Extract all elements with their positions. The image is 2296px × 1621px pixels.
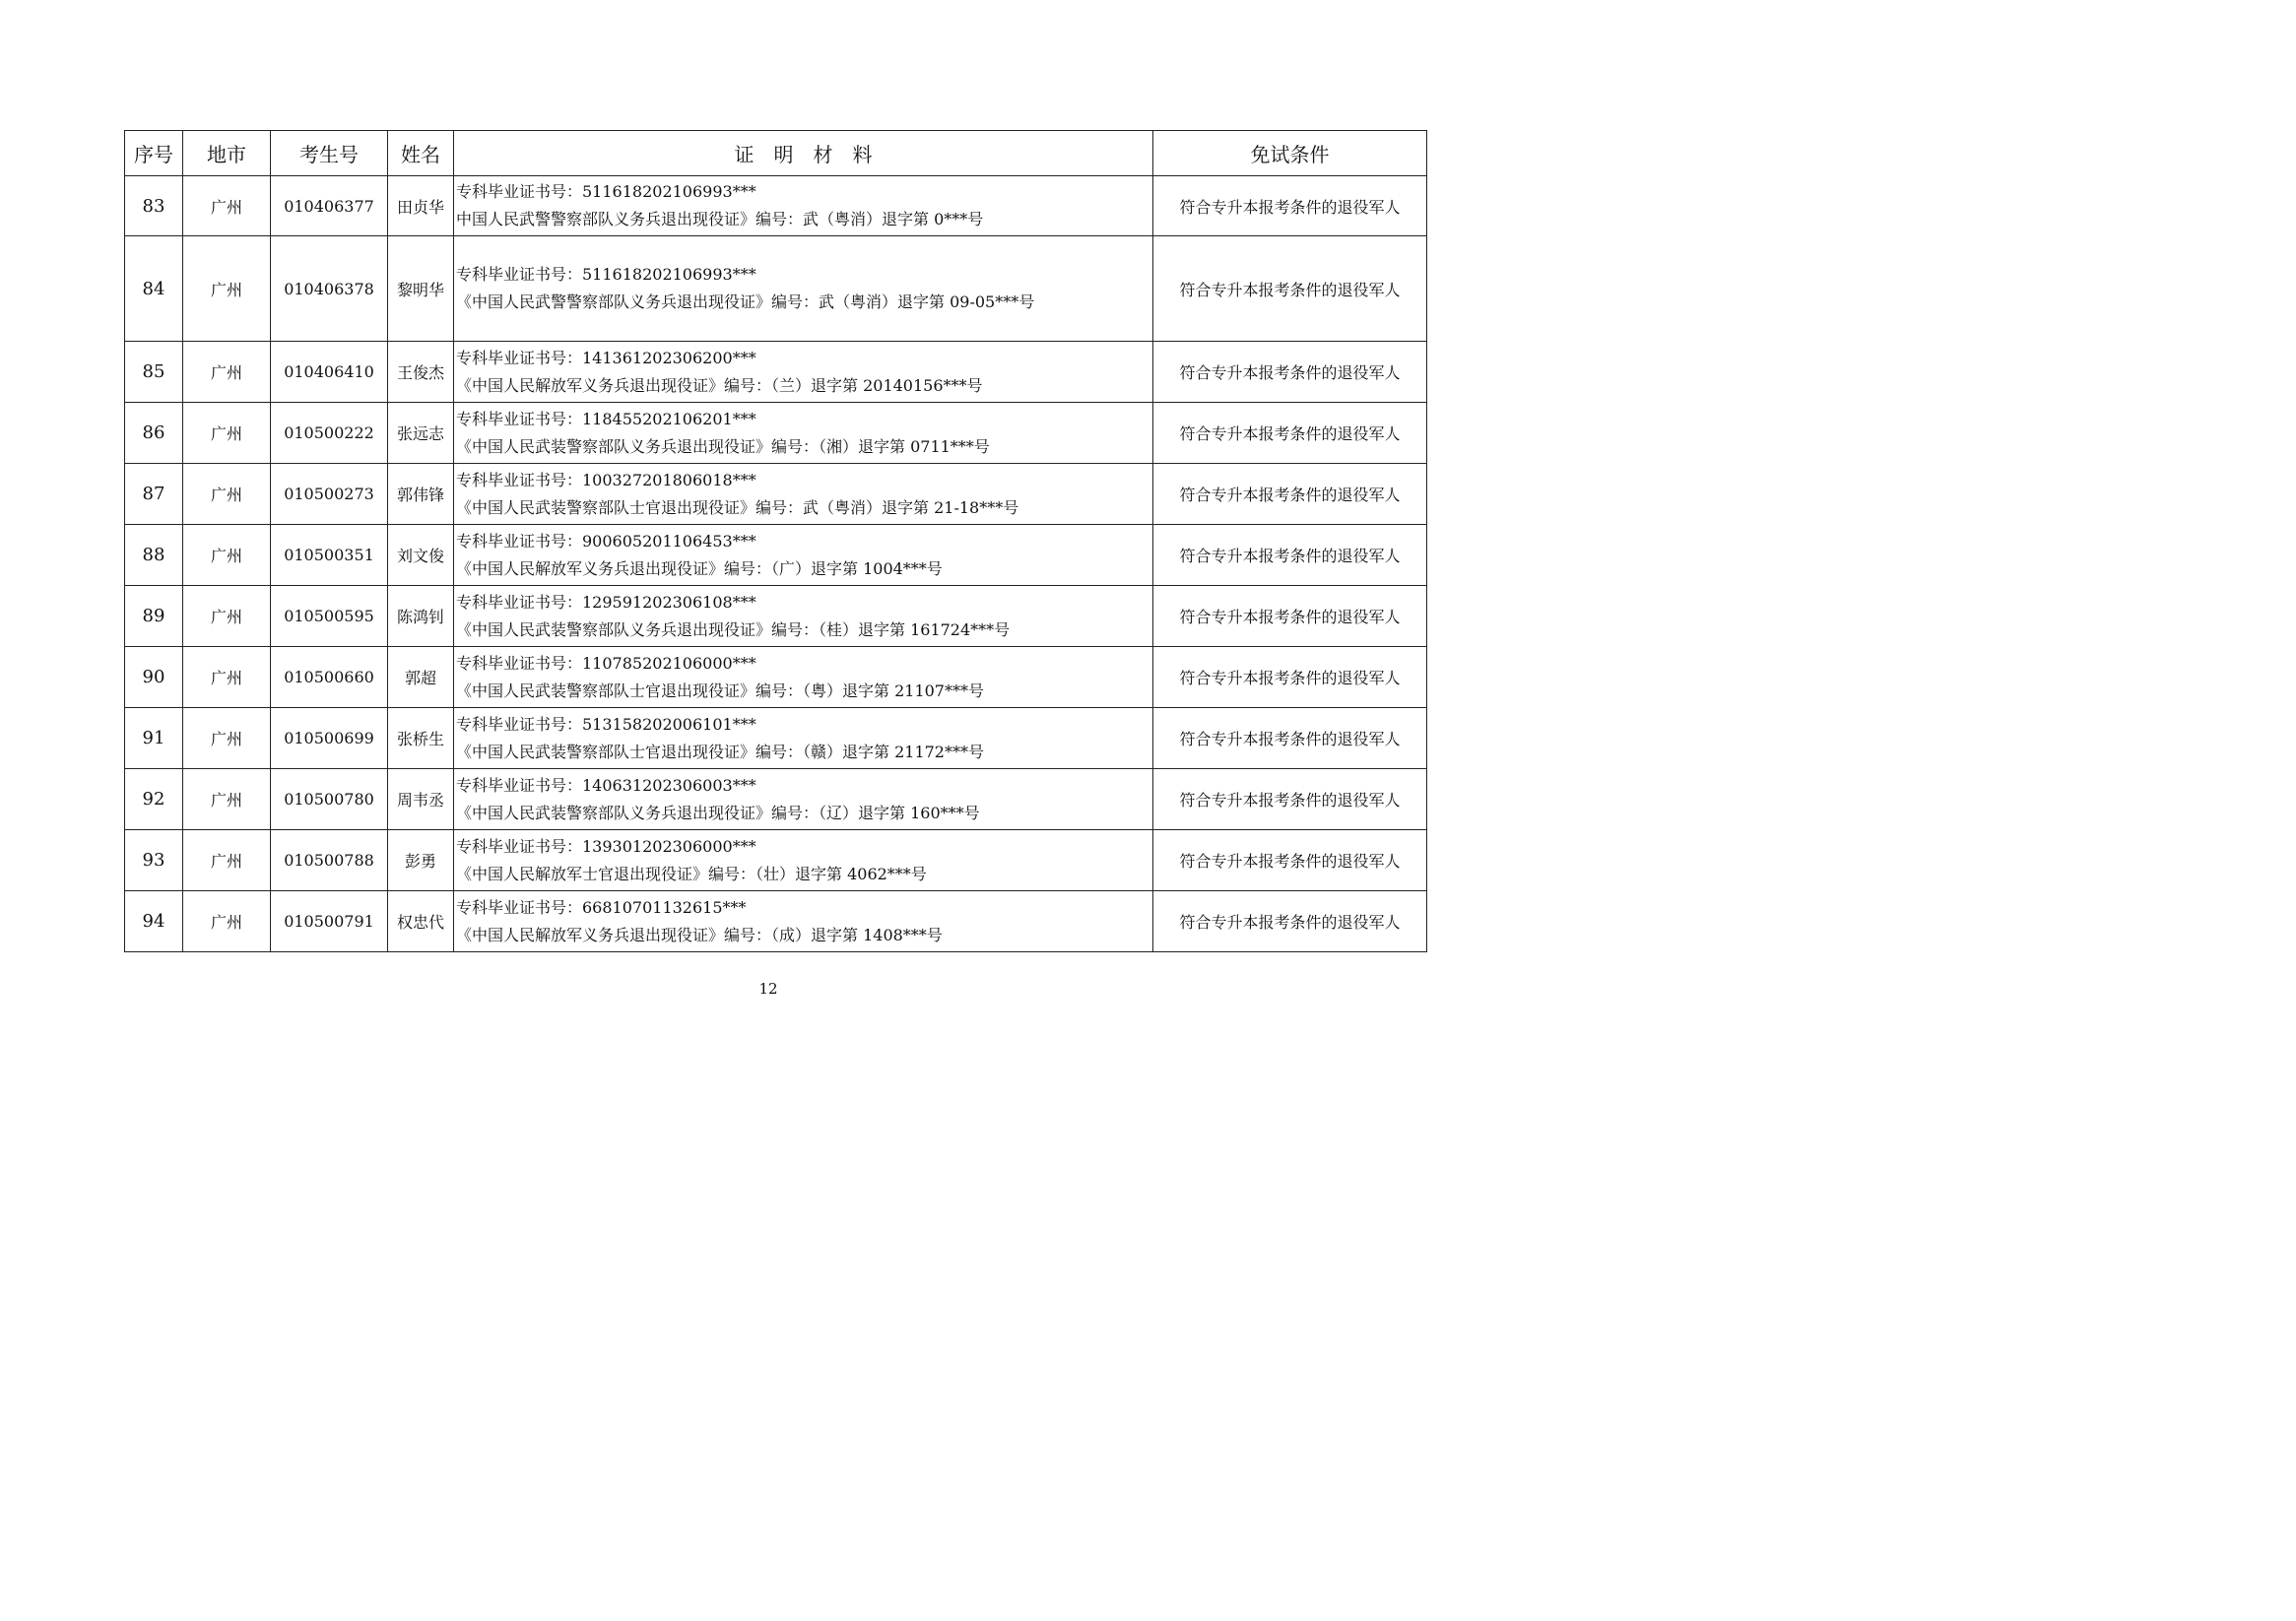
- seq-cell: 87: [125, 464, 183, 525]
- condition-cell: 符合专升本报考条件的退役军人: [1153, 236, 1427, 342]
- results-table-wrapper: [124, 130, 1426, 952]
- proof-cell: [454, 236, 1153, 342]
- table-row: [125, 236, 1427, 342]
- discharge-cert-line: 《中国人民武装警察部队义务兵退出现役证》编号：（桂）退字第 161724***号: [456, 619, 1011, 639]
- proof-cell: [454, 708, 1153, 769]
- exam-id-cell: 010406377: [271, 176, 388, 236]
- proof-cell: [454, 342, 1153, 403]
- seq-cell: 84: [125, 236, 183, 342]
- table-row: [125, 891, 1427, 952]
- results-table: [124, 130, 1427, 952]
- discharge-cert-line: 中国人民武警警察部队义务兵退出现役证》编号：武（粤消）退字第 0***号: [456, 210, 984, 228]
- condition-cell: 符合专升本报考条件的退役军人: [1153, 769, 1427, 830]
- seq-cell: 88: [125, 525, 183, 586]
- exam-id-cell: 010500595: [271, 586, 388, 647]
- exam-id-cell: 010500788: [271, 830, 388, 891]
- diploma-number-line: 专科毕业证书号：511618202106993***: [456, 182, 756, 201]
- diploma-number-line: 专科毕业证书号：511618202106993***: [456, 265, 756, 284]
- table-row: [125, 586, 1427, 647]
- city-cell: 广州: [183, 647, 271, 708]
- diploma-number-line: 专科毕业证书号：66810701132615***: [456, 897, 747, 917]
- city-cell: 广州: [183, 236, 271, 342]
- city-cell: 广州: [183, 525, 271, 586]
- table-row: [125, 342, 1427, 403]
- header-name: 姓名: [388, 131, 454, 176]
- proof-cell: [454, 830, 1153, 891]
- discharge-cert-line: 《中国人民解放军士官退出现役证》编号：（壮）退字第 4062***号: [456, 864, 927, 883]
- seq-cell: 94: [125, 891, 183, 952]
- condition-cell: 符合专升本报考条件的退役军人: [1153, 464, 1427, 525]
- diploma-number-line: 专科毕业证书号：100327201806018***: [456, 470, 756, 489]
- header-seq: 序号: [125, 131, 183, 176]
- table-row: [125, 176, 1427, 236]
- seq-cell: 93: [125, 830, 183, 891]
- city-cell: 广州: [183, 176, 271, 236]
- diploma-number-line: 专科毕业证书号：900605201106453***: [456, 531, 756, 551]
- name-cell: 周韦丞: [388, 769, 454, 830]
- name-cell: 权忠代: [388, 891, 454, 952]
- name-cell: 黎明华: [388, 236, 454, 342]
- city-cell: 广州: [183, 342, 271, 403]
- condition-cell: 符合专升本报考条件的退役军人: [1153, 586, 1427, 647]
- discharge-cert-line: 《中国人民武装警察部队士官退出现役证》编号：（粤）退字第 21107***号: [456, 681, 984, 700]
- discharge-cert-line: 《中国人民武装警察部队义务兵退出现役证》编号：（湘）退字第 0711***号: [456, 436, 990, 456]
- table-row: [125, 830, 1427, 891]
- page-number: 12: [758, 980, 778, 998]
- condition-cell: 符合专升本报考条件的退役军人: [1153, 342, 1427, 403]
- city-cell: 广州: [183, 403, 271, 464]
- header-exam-id: 考生号: [271, 131, 388, 176]
- proof-cell: [454, 525, 1153, 586]
- condition-cell: 符合专升本报考条件的退役军人: [1153, 830, 1427, 891]
- table-row: [125, 525, 1427, 586]
- seq-cell: 91: [125, 708, 183, 769]
- proof-cell: [454, 403, 1153, 464]
- discharge-cert-line: 《中国人民解放军义务兵退出现役证》编号：（广）退字第 1004***号: [456, 558, 943, 578]
- discharge-cert-line: 《中国人民解放军义务兵退出现役证》编号：（兰）退字第 20140156***号: [456, 375, 983, 395]
- proof-cell: [454, 891, 1153, 952]
- city-cell: 广州: [183, 464, 271, 525]
- name-cell: 陈鸿钊: [388, 586, 454, 647]
- exam-id-cell: 010500780: [271, 769, 388, 830]
- condition-cell: 符合专升本报考条件的退役军人: [1153, 176, 1427, 236]
- name-cell: 郭伟锋: [388, 464, 454, 525]
- proof-cell: [454, 647, 1153, 708]
- diploma-number-line: 专科毕业证书号：513158202006101***: [456, 714, 756, 734]
- discharge-cert-line: 《中国人民武装警察部队义务兵退出现役证》编号：（辽）退字第 160***号: [456, 803, 980, 822]
- seq-cell: 83: [125, 176, 183, 236]
- table-header-row: [125, 131, 1427, 176]
- name-cell: 郭超: [388, 647, 454, 708]
- proof-cell: [454, 464, 1153, 525]
- name-cell: 刘文俊: [388, 525, 454, 586]
- city-cell: 广州: [183, 769, 271, 830]
- city-cell: 广州: [183, 830, 271, 891]
- seq-cell: 86: [125, 403, 183, 464]
- header-city: 地市: [183, 131, 271, 176]
- proof-cell: [454, 176, 1153, 236]
- diploma-number-line: 专科毕业证书号：139301202306000***: [456, 836, 756, 856]
- exam-id-cell: 010406410: [271, 342, 388, 403]
- condition-cell: 符合专升本报考条件的退役军人: [1153, 525, 1427, 586]
- diploma-number-line: 专科毕业证书号：141361202306200***: [456, 348, 756, 367]
- exam-id-cell: 010500222: [271, 403, 388, 464]
- condition-cell: 符合专升本报考条件的退役军人: [1153, 403, 1427, 464]
- proof-cell: [454, 586, 1153, 647]
- discharge-cert-line: 《中国人民武装警察部队士官退出现役证》编号：（赣）退字第 21172***号: [456, 742, 984, 761]
- diploma-number-line: 专科毕业证书号：110785202106000***: [456, 653, 756, 673]
- diploma-number-line: 专科毕业证书号：140631202306003***: [456, 775, 756, 795]
- exam-id-cell: 010500351: [271, 525, 388, 586]
- name-cell: 彭勇: [388, 830, 454, 891]
- discharge-cert-line: 《中国人民武警警察部队义务兵退出现役证》编号：武（粤消）退字第 09-05***号: [456, 292, 1035, 311]
- name-cell: 王俊杰: [388, 342, 454, 403]
- city-cell: 广州: [183, 708, 271, 769]
- header-proof: 证 明 材 料: [454, 131, 1153, 176]
- table-body: [125, 176, 1427, 952]
- table-row: [125, 769, 1427, 830]
- table-row: [125, 647, 1427, 708]
- proof-cell: [454, 769, 1153, 830]
- city-cell: 广州: [183, 586, 271, 647]
- header-condition: 免试条件: [1153, 131, 1427, 176]
- exam-id-cell: 010406378: [271, 236, 388, 342]
- diploma-number-line: 专科毕业证书号：129591202306108***: [456, 592, 756, 612]
- exam-id-cell: 010500273: [271, 464, 388, 525]
- condition-cell: 符合专升本报考条件的退役军人: [1153, 708, 1427, 769]
- discharge-cert-line: 《中国人民武装警察部队士官退出现役证》编号：武（粤消）退字第 21-18***号: [456, 497, 1019, 517]
- table-row: [125, 464, 1427, 525]
- seq-cell: 92: [125, 769, 183, 830]
- name-cell: 张远志: [388, 403, 454, 464]
- city-cell: 广州: [183, 891, 271, 952]
- table-row: [125, 708, 1427, 769]
- discharge-cert-line: 《中国人民解放军义务兵退出现役证》编号：（成）退字第 1408***号: [456, 925, 943, 944]
- exam-id-cell: 010500791: [271, 891, 388, 952]
- seq-cell: 85: [125, 342, 183, 403]
- table-row: [125, 403, 1427, 464]
- name-cell: 田贞华: [388, 176, 454, 236]
- seq-cell: 90: [125, 647, 183, 708]
- condition-cell: 符合专升本报考条件的退役军人: [1153, 647, 1427, 708]
- seq-cell: 89: [125, 586, 183, 647]
- condition-cell: 符合专升本报考条件的退役军人: [1153, 891, 1427, 952]
- exam-id-cell: 010500699: [271, 708, 388, 769]
- name-cell: 张桥生: [388, 708, 454, 769]
- exam-id-cell: 010500660: [271, 647, 388, 708]
- diploma-number-line: 专科毕业证书号：118455202106201***: [456, 409, 756, 428]
